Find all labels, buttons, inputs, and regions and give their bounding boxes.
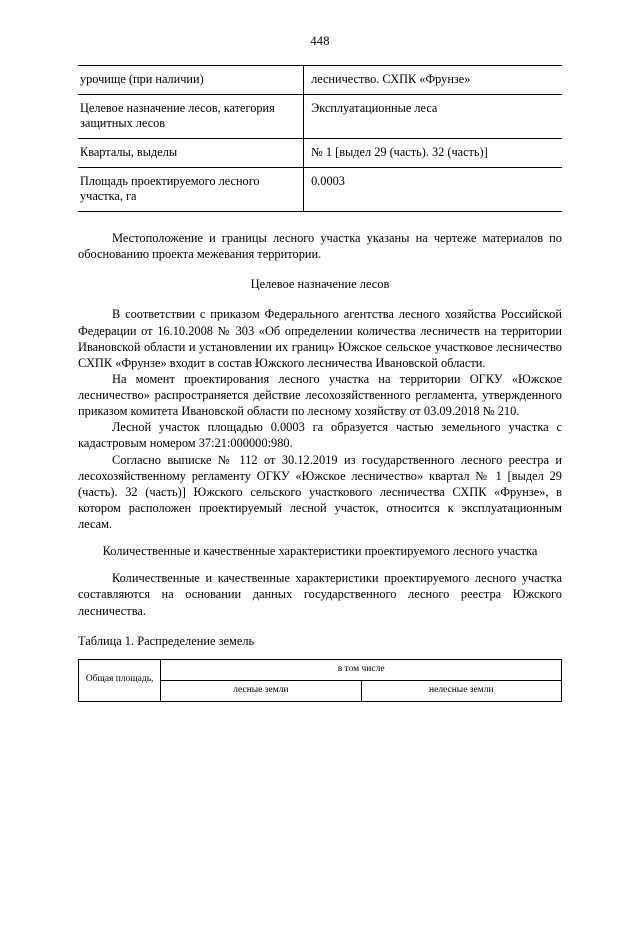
distribution-table [78,659,562,702]
table-row [79,659,562,680]
param-label: Площадь проектируемого лесного участка, га [78,168,304,212]
table-row [78,139,562,168]
param-value: Эксплуатационные леса [304,95,562,139]
table-row [78,66,562,95]
total-area-header: Общая площадь, [79,659,161,701]
page-number: 448 [310,34,330,48]
param-value: 0.0003 [304,168,562,212]
intro-paragraph: Местоположение и границы лесного участка указаны на чертеже материалов по обоснованию проекта межевания территории. [78,231,562,262]
table-caption: Таблица 1. Распределение земель [78,633,255,648]
param-value: лесничество. СХПК «Фрунзе» [304,66,562,95]
param-value: № 1 [выдел 29 (часть). 32 (часть)] [304,139,562,168]
parameters-table [78,65,562,212]
param-label: урочище (при наличии) [78,66,304,95]
non-forest-lands-header: нелесные земли [361,680,561,701]
section-heading-purpose: Целевое назначение лесов [250,277,390,292]
param-label: Целевое назначение лесов, категория защитных лесов [78,95,304,139]
paragraph-3: Лесной участок площадью 0.0003 га образуется частью земельного участка с кадастровым номером 37:21:000000:980. [78,420,562,451]
table-row [78,168,562,212]
paragraph-1: В соответствии с приказом Федерального агентства лесного хозяйства Российской Федерации от 16.10.2008 № 303 «Об определении количества лесничеств на территории Ивановской области и установлении их границ» Южское сельское участковое лесничество СХПК «Фрунзе» входит в состав Южского лесничества Ивановской области. [78,307,562,370]
paragraph-2: На момент проектирования лесного участка на территории ОГКУ «Южское лесничество» распространяется действие лесохозяйственного регламента, утвержденного приказом комитета Ивановской области по лесному хозяйству от 03.09.2018 № 210. [78,371,562,419]
forest-lands-header: лесные земли [161,680,361,701]
table-row [78,95,562,139]
paragraph-4: Согласно выписке № 112 от 30.12.2019 из государственного лесного реестра и лесохозяйственному регламенту ОГКУ «Южское лесничество» квартал № 1 [выдел 29 (часть). 32 (часть)] Южского сельского участкового лесничества СХПК «Фрунзе», в котором расположен проектируемый лесной участок, относится к эксплуатационным лесам. [78,452,562,531]
document-page [0,34,640,939]
among-which-header: в том числе [161,659,562,680]
section-heading-characteristics: Количественные и качественные характеристики проектируемого лесного участка [102,544,538,559]
param-label: Кварталы, выделы [78,139,304,168]
paragraph-5: Количественные и качественные характеристики проектируемого лесного участка составляются на основании данных государственного лесного реестра Южского лесничества. [78,571,562,618]
